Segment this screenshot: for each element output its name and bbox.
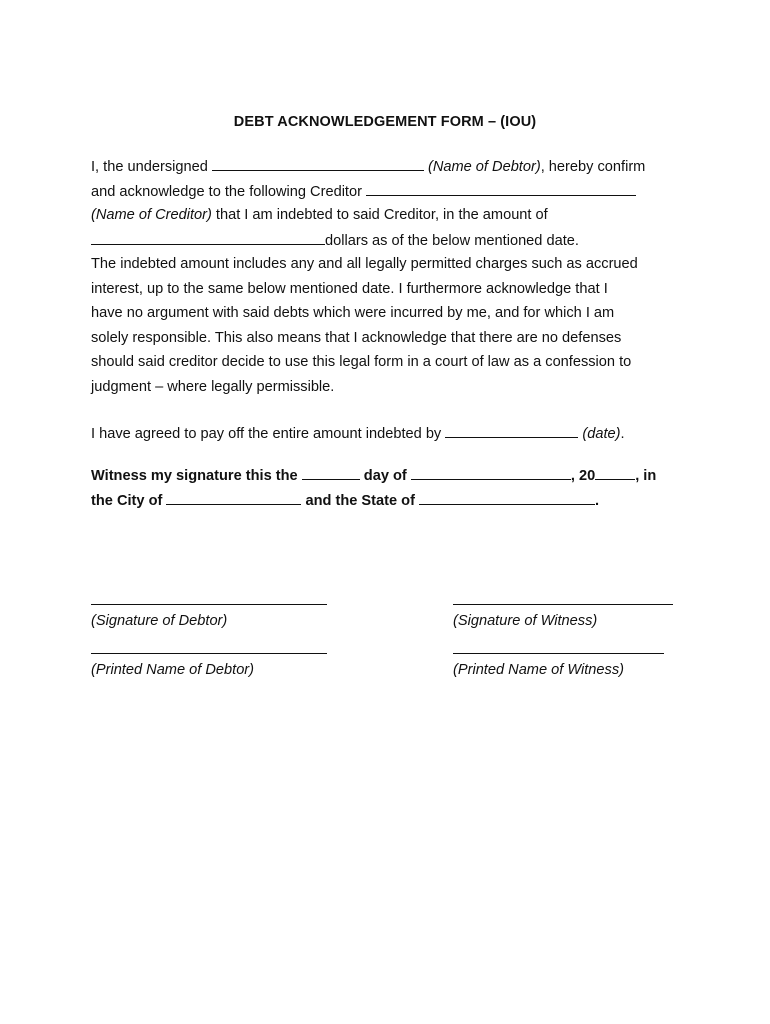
para1-line-2: [91, 181, 636, 202]
debtor-printed-name-label: (Printed Name of Debtor): [91, 662, 255, 678]
witness-signature-line[interactable]: [453, 604, 673, 605]
text: I, the undersigned: [91, 159, 208, 175]
debtor-printed-name-line[interactable]: [91, 653, 327, 654]
state-blank[interactable]: [419, 490, 595, 505]
text: , in: [635, 468, 657, 484]
text: dollars as of the below mentioned date.: [325, 233, 579, 249]
text: .: [595, 493, 600, 509]
text: , hereby confirm: [540, 159, 646, 175]
text: and acknowledge to the following Creditor: [91, 184, 362, 200]
text: and the State of: [305, 493, 415, 509]
debtor-signature-label: (Signature of Debtor): [91, 613, 228, 629]
creditor-name-blank[interactable]: [366, 181, 636, 196]
para1-line-9: should said creditor decide to use this legal form in a court of law as a confession to: [91, 354, 632, 370]
para1-line-8: solely responsible. This also means that I acknowledge that there are no defenses: [91, 330, 622, 346]
witness-printed-name-label: (Printed Name of Witness): [453, 662, 624, 678]
para1-line-5: The indebted amount includes any and all legally permitted charges such as accrued: [91, 256, 638, 272]
witness-line-2: [91, 490, 599, 511]
witness-signature-label: (Signature of Witness): [453, 613, 598, 629]
text: that I am indebted to said Creditor, in the amount of: [215, 207, 548, 223]
text: , 20: [570, 468, 596, 484]
text: the City of: [91, 493, 163, 509]
text: .: [620, 426, 625, 442]
para1-line-3: [91, 205, 548, 225]
debtor-signature-line[interactable]: [91, 604, 327, 605]
text: Witness my signature this the: [91, 468, 298, 484]
day-blank[interactable]: [302, 465, 360, 480]
year-blank[interactable]: [595, 465, 635, 480]
witness-printed-name-line[interactable]: [453, 653, 664, 654]
month-blank[interactable]: [411, 465, 571, 480]
text-italic: (Name of Creditor): [91, 207, 212, 223]
text-italic: (date): [582, 426, 621, 442]
city-blank[interactable]: [166, 490, 301, 505]
payoff-date-blank[interactable]: [445, 423, 578, 438]
para1-line-6: interest, up to the same below mentioned date. I furthermore acknowledge that I: [91, 281, 608, 297]
text-italic: (Name of Debtor): [427, 159, 541, 175]
para1-line-10: judgment – where legally permissible.: [91, 379, 335, 395]
form-title: DEBT ACKNOWLEDGEMENT FORM – (IOU): [233, 114, 537, 130]
debtor-name-blank[interactable]: [212, 156, 424, 171]
para1-line-7: have no argument with said debts which were incurred by me, and for which I am: [91, 305, 615, 321]
witness-line-1: [91, 465, 656, 486]
payoff-line: [91, 423, 625, 444]
text: day of: [363, 468, 407, 484]
para1-line-1: [91, 156, 645, 177]
text: I have agreed to pay off the entire amount indebted by: [91, 426, 442, 442]
para1-line-4: [91, 230, 579, 251]
amount-blank[interactable]: [91, 230, 325, 245]
